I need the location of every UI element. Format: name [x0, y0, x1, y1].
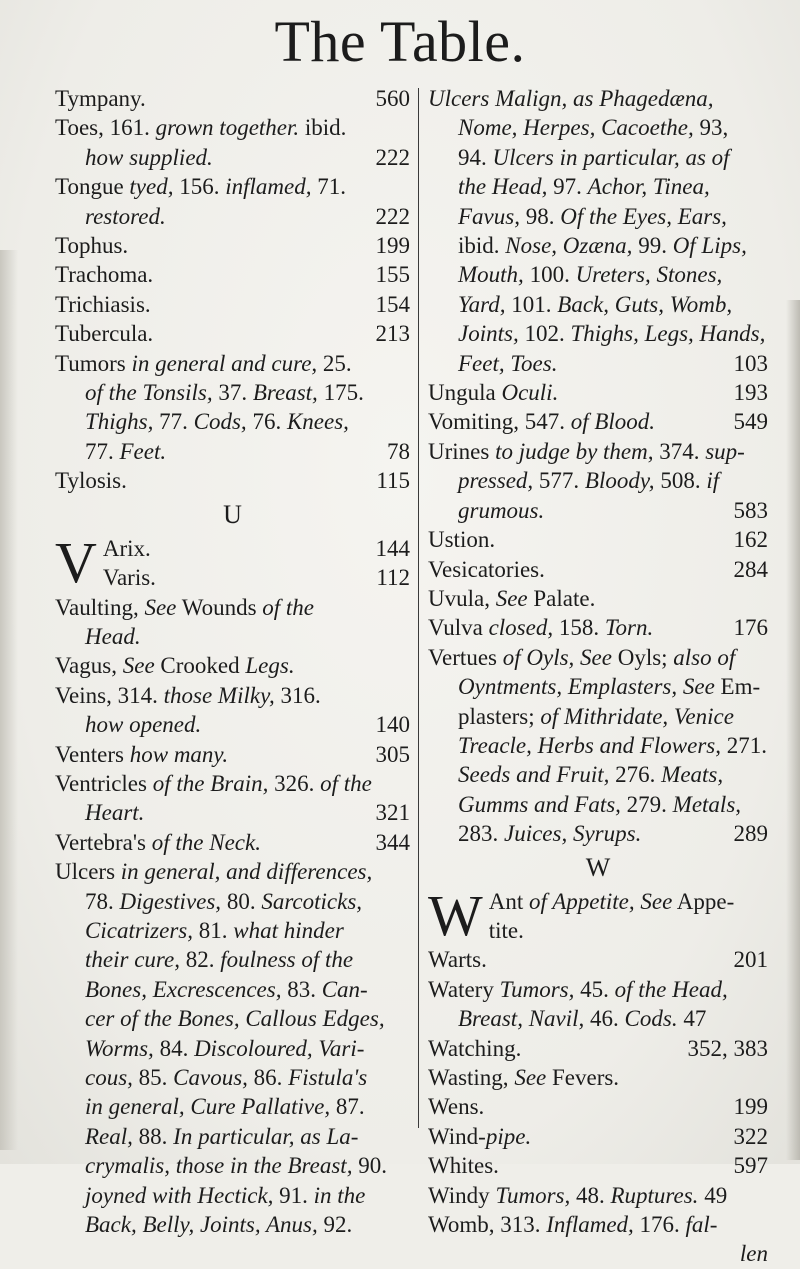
index-entry: Wasting, See Fevers.	[428, 1065, 620, 1090]
index-entry: Vaulting, See Wounds of the	[55, 594, 315, 620]
index-entry: Bones, Excrescences, 83. Can-	[85, 976, 368, 1002]
index-entry: of the Tonsils, 37. Breast, 175.	[85, 380, 364, 406]
index-entry: crymalis, those in the Breast, 90.	[85, 1153, 387, 1179]
index-entry: Varis. 112	[102, 565, 410, 591]
index-entry: Nome, Herpes, Cacoethe, 93,	[458, 115, 729, 141]
index-entry: Whites. 597	[428, 1153, 768, 1179]
page-edge-shadow-left	[0, 250, 18, 1150]
index-entry: Warts. 201	[428, 947, 768, 973]
index-entry: how supplied. 222	[85, 144, 410, 170]
index-entry: Trachoma. 155	[55, 262, 410, 288]
section-u-first	[55, 529, 410, 595]
index-entry: len	[739, 1241, 768, 1267]
index-entry: Ulcers Malign, as Phagedæna,	[428, 86, 714, 111]
index-entry: Favus, 98. Of the Eyes, Ears,	[458, 203, 727, 229]
index-entry: Windy Tumors, 48. Ruptures. 49	[428, 1182, 728, 1208]
index-entry: Uvula, See Palate.	[428, 585, 596, 611]
index-entry: Trichiasis. 154	[55, 291, 410, 317]
index-entry: in general, Cure Pallative, 87.	[85, 1094, 365, 1120]
page-title: The Table.	[274, 9, 526, 74]
index-entry: tite.	[488, 917, 524, 943]
index-entry: Worms, 84. Discoloured, Vari-	[85, 1035, 365, 1061]
index-entry: Ustion. 162	[428, 527, 768, 553]
page-edge-shadow-right	[786, 300, 800, 1160]
index-entry: Vesicatories. 284	[428, 556, 768, 582]
index-entry: ibid. Nose, Ozæna, 99. Of Lips,	[458, 233, 747, 259]
index-entry: Seeds and Fruit, 276. Meats,	[458, 762, 724, 788]
index-entry: grumous. 583	[458, 497, 768, 523]
index-entry: Feet, Toes. 103	[458, 350, 768, 376]
index-entry: Back, Belly, Joints, Anus, 92.	[85, 1212, 353, 1238]
index-entry: restored. 222	[85, 203, 410, 229]
index-entry: Tumors in general and cure, 25.	[55, 350, 352, 376]
index-entry: Vagus, See Crooked Legs.	[55, 653, 295, 679]
index-entry: 94. Ulcers in particular, as of	[458, 144, 730, 170]
index-entry: Veins, 314. those Milky, 316.	[55, 682, 321, 708]
index-entry: Vomiting, 547. of Blood. 549	[428, 409, 768, 435]
index-entry: Wens. 199	[428, 1094, 768, 1120]
index-entry: plasters; of Mithridate, Venice	[458, 703, 734, 729]
index-entry: their cure, 82. foulness of the	[85, 947, 354, 973]
index-entry: Treacle, Herbs and Flowers, 271.	[458, 732, 767, 758]
index-entry: pressed, 577. Bloody, 508. if	[458, 468, 720, 494]
index-entry: Ungula Oculi. 193	[428, 380, 768, 406]
index-entry: Womb, 313. Inflamed, 176. fal-	[428, 1212, 718, 1238]
index-entry: Ant of Appetite, See Appe-	[488, 888, 735, 914]
index-entry: Cicatrizers, 81. what hinder	[85, 917, 344, 943]
index-entry: cer of the Bones, Callous Edges,	[85, 1006, 385, 1032]
column-divider	[418, 88, 419, 1128]
index-entry: Yard, 101. Back, Guts, Womb,	[458, 291, 733, 317]
index-entry: Tubercula. 213	[55, 321, 410, 347]
drop-cap-v: V	[55, 529, 97, 595]
index-entry: Head.	[85, 623, 141, 649]
index-entry: Wind-pipe. 322	[428, 1123, 768, 1149]
index-entry: Mouth, 100. Ureters, Stones,	[458, 262, 723, 288]
index-entry: Heart. 321	[85, 800, 410, 826]
index-entry: Venters how many. 305	[55, 741, 410, 767]
index-entry: Vertues of Oyls, See Oyls; also of	[428, 644, 736, 670]
drop-cap-w: W	[428, 882, 483, 948]
index-entry: 283. Juices, Syrups. 289	[458, 821, 768, 847]
index-entry: cous, 85. Cavous, 86. Fistula's	[85, 1065, 368, 1090]
index-entry: Toes, 161. grown together. ibid.	[55, 115, 347, 141]
index-entry: Gumms and Fats, 279. Metals,	[458, 791, 742, 817]
index-entry: Ventricles of the Brain, 326. of the	[55, 770, 372, 796]
index-entry: Thighs, 77. Cods, 76. Knees,	[85, 409, 349, 435]
index-column-right	[428, 84, 768, 1269]
index-entry: Tylosis. 115	[55, 468, 410, 494]
index-entry: Tympany. 560	[55, 86, 410, 111]
index-entry: Tongue tyed, 156. inflamed, 71.	[55, 174, 346, 200]
index-entry: Ulcers in general, and differences,	[55, 859, 373, 885]
section-letter-w: W	[585, 852, 611, 882]
index-entry: Watery Tumors, 45. of the Head,	[428, 976, 728, 1002]
index-entry: Tophus. 199	[55, 233, 410, 259]
index-entry: Real, 88. In particular, as La-	[85, 1123, 359, 1149]
index-entry: the Head, 97. Achor, Tinea,	[458, 174, 710, 200]
index-entry: Vertebra's of the Neck. 344	[55, 829, 410, 855]
index-entry: Urines to judge by them, 374. sup-	[428, 438, 745, 464]
index-entry: 77. Feet. 78	[85, 438, 410, 464]
index-entry: Arix. 144	[102, 535, 410, 561]
index-entry: Vulva closed, 158. Torn. 176	[428, 615, 768, 641]
section-letter-u: U	[223, 499, 242, 529]
index-entry: joyned with Hectick, 91. in the	[85, 1182, 366, 1208]
index-entry: Joints, 102. Thighs, Legs, Hands,	[458, 321, 766, 347]
index-entry: 78. Digestives, 80. Sarcoticks,	[85, 888, 363, 914]
index-entry: Watching. 352, 383	[428, 1035, 768, 1061]
section-w-first	[428, 882, 768, 948]
index-entry: Oyntments, Emplasters, See Em-	[458, 674, 761, 700]
index-entry: how opened. 140	[85, 712, 410, 738]
index-entry: Breast, Navil, 46. Cods. 47	[458, 1006, 707, 1032]
index-column-left	[55, 84, 410, 1239]
